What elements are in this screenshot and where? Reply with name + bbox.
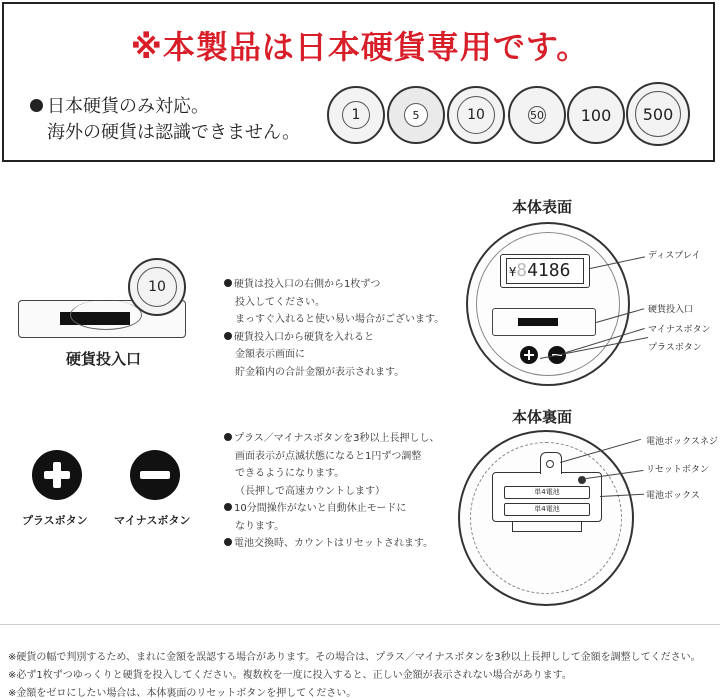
label-slot: 硬貨投入口 bbox=[648, 305, 694, 315]
slot-outline bbox=[70, 300, 142, 330]
footer-note-1: ※硬貨の幅で判別するため、まれに金額を誤認する場合があります。その場合は、プラス／マイナスボタンを3秒以上長押しして金額を調整してください。 bbox=[8, 652, 701, 663]
plus-button-caption: プラスボタン bbox=[22, 514, 88, 527]
label-reset: リセットボタン bbox=[646, 465, 709, 475]
bullet-icon bbox=[224, 538, 232, 546]
front-view-title: 本体表面 bbox=[512, 198, 573, 216]
coin-10yen-insert-icon: 10 bbox=[128, 258, 186, 316]
reset-button[interactable] bbox=[578, 476, 586, 484]
minus-button-caption: マイナスボタン bbox=[114, 514, 191, 527]
battery-1: 単4電池 bbox=[504, 486, 590, 499]
footer-note-3: ※金額をゼロにしたい場合は、本体裏面のリセットボタンを押してください。 bbox=[8, 688, 357, 699]
notice-line-2: 海外の硬貨は認識できません。 bbox=[47, 122, 301, 143]
slot-instructions: 硬貨は投入口の右側から1枚ずつ 投入してください。 まっすぐ入れると使い易い場合がございます。 硬貨投入口から硬貨を入れると 金額表示画面に 貯金箱内の合計金額が表示されます。 bbox=[224, 276, 444, 381]
footer-note-2: ※必ず1枚ずつゆっくりと硬貨を投入してください。複数枚を一度に投入すると、正しい金額が表示されない場合があります。 bbox=[8, 670, 572, 681]
bullet-icon bbox=[224, 332, 232, 340]
front-coin-slot bbox=[518, 318, 558, 326]
button-instructions: プラス／マイナスボタンを3秒以上長押しし、 画面表示が点滅状態になると1円ずつ調整 できるようになります。 （長押しで高速カウントします） 10分間操作がないと自動休止モードに なります。 電池交換時、カウントはリセットされます。 bbox=[224, 430, 439, 553]
back-view-title: 本体裏面 bbox=[512, 408, 573, 426]
battery-box-bottom bbox=[512, 522, 582, 532]
label-plus: プラスボタン bbox=[648, 343, 702, 353]
label-battery-box: 電池ボックス bbox=[646, 491, 700, 501]
bullet-icon bbox=[224, 279, 232, 287]
coin-500yen-icon: 500 bbox=[626, 82, 690, 146]
bullet-icon bbox=[224, 503, 232, 511]
coin-10yen-icon: 10 bbox=[447, 86, 505, 144]
minus-button-icon bbox=[130, 450, 180, 500]
coin-100yen-icon: 100 bbox=[567, 86, 625, 144]
notice-line-1: 日本硬貨のみ対応。 bbox=[30, 92, 209, 118]
coin-1yen-icon: 1 bbox=[327, 86, 385, 144]
coin-5yen-icon: 5 bbox=[387, 86, 445, 144]
footer-divider bbox=[0, 624, 720, 625]
lcd-readout: ¥84186 bbox=[506, 258, 584, 284]
bullet-icon bbox=[30, 99, 43, 112]
label-screw: 電池ボックスネジ bbox=[646, 437, 718, 447]
battery-2: 単4電池 bbox=[504, 503, 590, 516]
front-plus-button[interactable] bbox=[520, 346, 538, 364]
slot-caption: 硬貨投入口 bbox=[66, 350, 142, 368]
coin-50yen-icon: 50 bbox=[508, 86, 566, 144]
plus-button-icon bbox=[32, 450, 82, 500]
label-display: ディスプレイ bbox=[648, 251, 701, 261]
notice-title: ※本製品は日本硬貨専用です。 bbox=[130, 28, 590, 66]
screw-icon bbox=[546, 460, 554, 468]
bullet-icon bbox=[224, 433, 232, 441]
label-minus: マイナスボタン bbox=[648, 325, 711, 335]
